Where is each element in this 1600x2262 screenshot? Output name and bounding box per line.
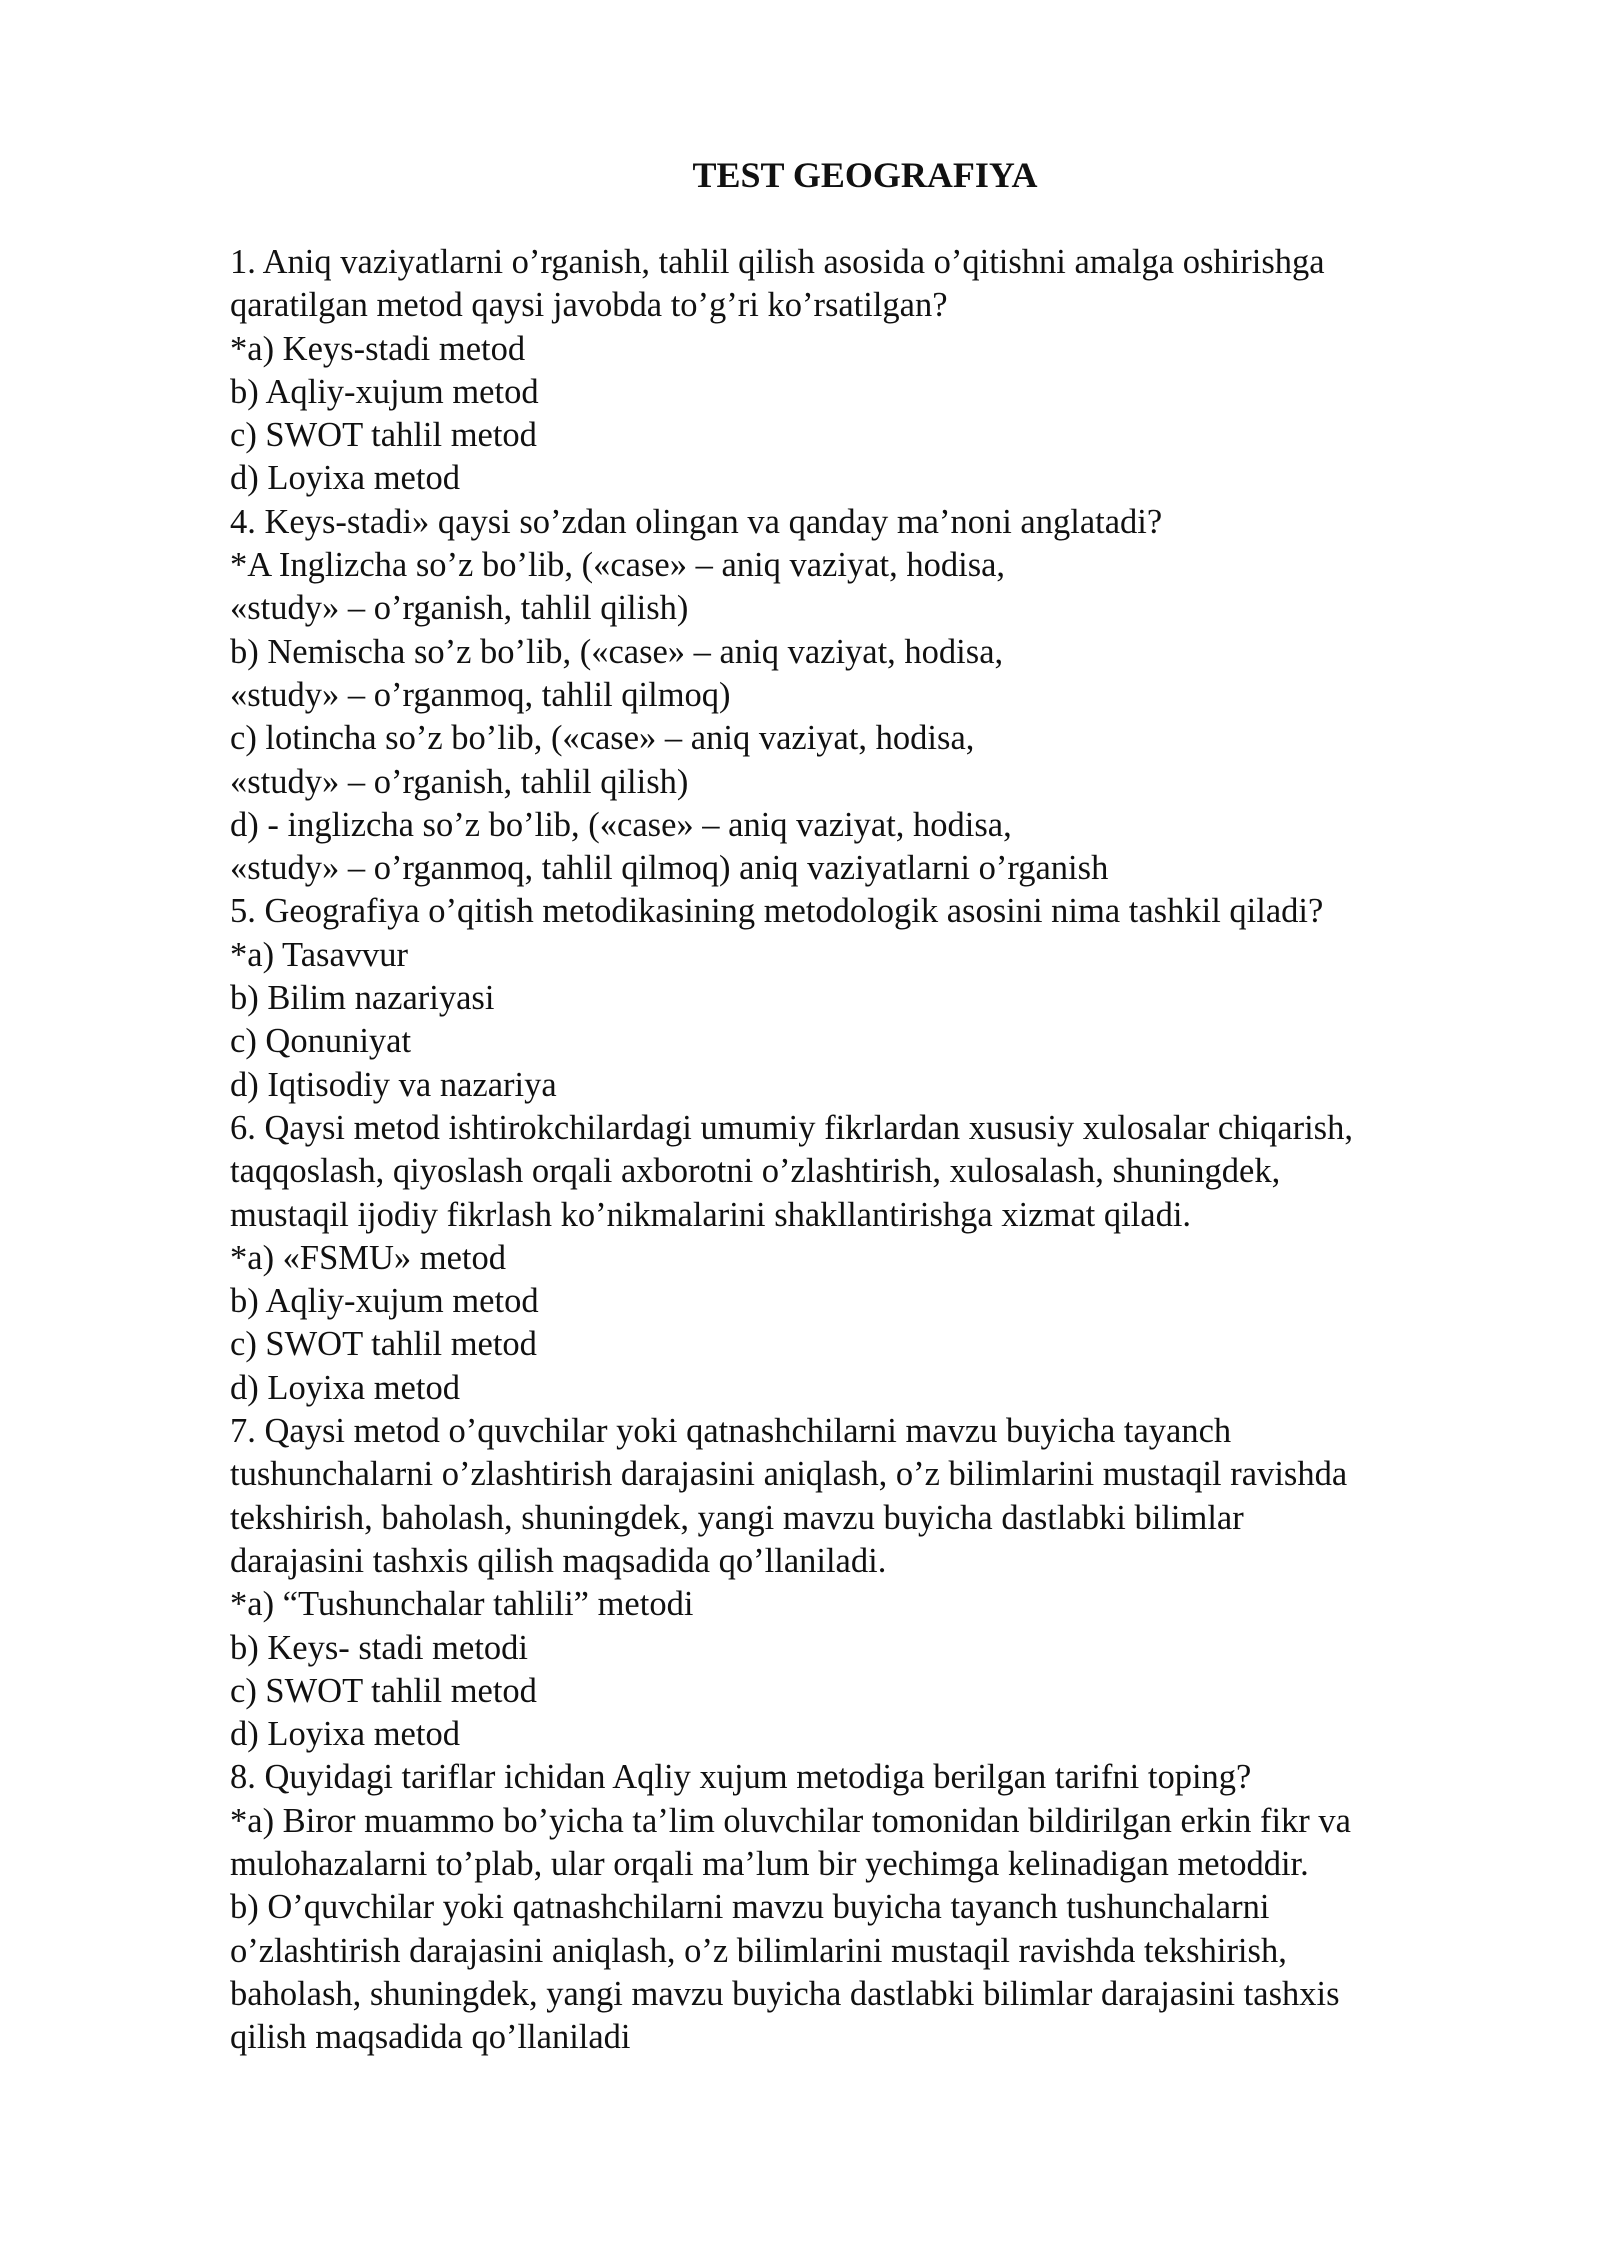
text-line: b) Nemischa so’z bo’lib, («case» – aniq vaziyat, hodisa, (230, 632, 1004, 671)
text-line: c) Qonuniyat (230, 1022, 412, 1061)
text-line: tushunchalarni o’zlashtirish darajasini aniqlash, o’z bilimlarini mustaqil ravishda (230, 1455, 1348, 1494)
text-line: b) Aqliy-xujum metod (230, 1282, 539, 1321)
text-line: *A Inglizcha so’z bo’lib, («case» – aniq vaziyat, hodisa, (230, 546, 1006, 585)
text-line: *a) Tasavvur (230, 935, 409, 974)
text-line: c) SWOT tahlil metod (230, 1325, 537, 1364)
text-line: d) Iqtisodiy va nazariya (230, 1065, 557, 1104)
text-line: 1. Aniq vaziyatlarni o’rganish, tahlil qilish asosida o’qitishni amalga oshirishga (230, 243, 1325, 281)
text-line: c) lotincha so’z bo’lib, («case» – aniq vaziyat, hodisa, (230, 719, 975, 758)
text-line: mulohazalarni to’plab, ular orqali ma’lum bir yechimga kelinadigan metoddir. (230, 1844, 1309, 1883)
text-line: d) Loyixa metod (230, 459, 460, 498)
text-line: d) Loyixa metod (230, 1715, 460, 1754)
text-line: «study» – o’rganmoq, tahlil qilmoq) aniq vaziyatlarni o’rganish (230, 849, 1109, 888)
text-line: «study» – o’rganish, tahlil qilish) (230, 589, 689, 628)
text-line: 7. Qaysi metod o’quvchilar yoki qatnashchilarni mavzu buyicha tayanch (230, 1412, 1232, 1451)
text-line: b) Bilim nazariyasi (230, 979, 495, 1018)
text-line: *a) “Tushunchalar tahlili” metodi (230, 1585, 694, 1624)
text-line: *a) «FSMU» metod (230, 1238, 506, 1277)
text-line: o’zlashtirish darajasini aniqlash, o’z bilimlarini mustaqil ravishda tekshirish, (230, 1931, 1287, 1970)
text-line: *a) Keys-stadi metod (230, 329, 526, 368)
text-line: c) SWOT tahlil metod (230, 416, 537, 455)
text-line: b) O’quvchilar yoki qatnashchilarni mavzu buyicha tayanch tushunchalarni (230, 1888, 1270, 1927)
text-line: «study» – o’rganish, tahlil qilish) (230, 762, 689, 801)
text-line: *a) Biror muammo bo’yicha ta’lim oluvchilar tomonidan bildirilgan erkin fikr va (230, 1801, 1351, 1840)
text-line: d) Loyixa metod (230, 1368, 460, 1407)
text-line: qilish maqsadida qo’llaniladi (230, 2018, 631, 2057)
text-line: darajasini tashxis qilish maqsadida qo’llaniladi. (230, 1541, 887, 1580)
text-line: b) Aqliy-xujum metod (230, 372, 539, 411)
text-line: c) SWOT tahlil metod (230, 1671, 537, 1710)
text-line: 4. Keys-stadi» qaysi so’zdan olingan va qanday ma’noni anglatadi? (230, 502, 1163, 541)
text-line: qaratilgan metod qaysi javobda to’g’ri ko’rsatilgan? (230, 286, 948, 325)
text-line: 5. Geografiya o’qitish metodikasining metodologik asosini nima tashkil qiladi? (230, 892, 1324, 931)
text-line: baholash, shuningdek, yangi mavzu buyicha dastlabki bilimlar darajasini tashxis (230, 1974, 1340, 2013)
page-title: TEST GEOGRAFIYA (692, 155, 1038, 195)
text-line: «study» – o’rganmoq, tahlil qilmoq) (230, 675, 731, 714)
text-line: taqqoslash, qiyoslash orqali axborotni o’zlashtirish, xulosalash, shuningdek, (230, 1152, 1281, 1191)
text-line: 8. Quyidagi tariflar ichidan Aqliy xujum metodiga berilgan tarifni toping? (230, 1758, 1252, 1797)
text-line: 6. Qaysi metod ishtirokchilardagi umumiy fikrlardan xususiy xulosalar chiqarish, (230, 1108, 1353, 1147)
text-line: mustaqil ijodiy fikrlash ko’nikmalarini shakllantirishga xizmat qiladi. (230, 1195, 1192, 1234)
text-line: d) - inglizcha so’z bo’lib, («case» – aniq vaziyat, hodisa, (230, 805, 1012, 844)
document-body (230, 241, 1480, 2059)
text-line: b) Keys- stadi metodi (230, 1628, 528, 1667)
text-line: tekshirish, baholash, shuningdek, yangi mavzu buyicha dastlabki bilimlar (230, 1498, 1244, 1537)
